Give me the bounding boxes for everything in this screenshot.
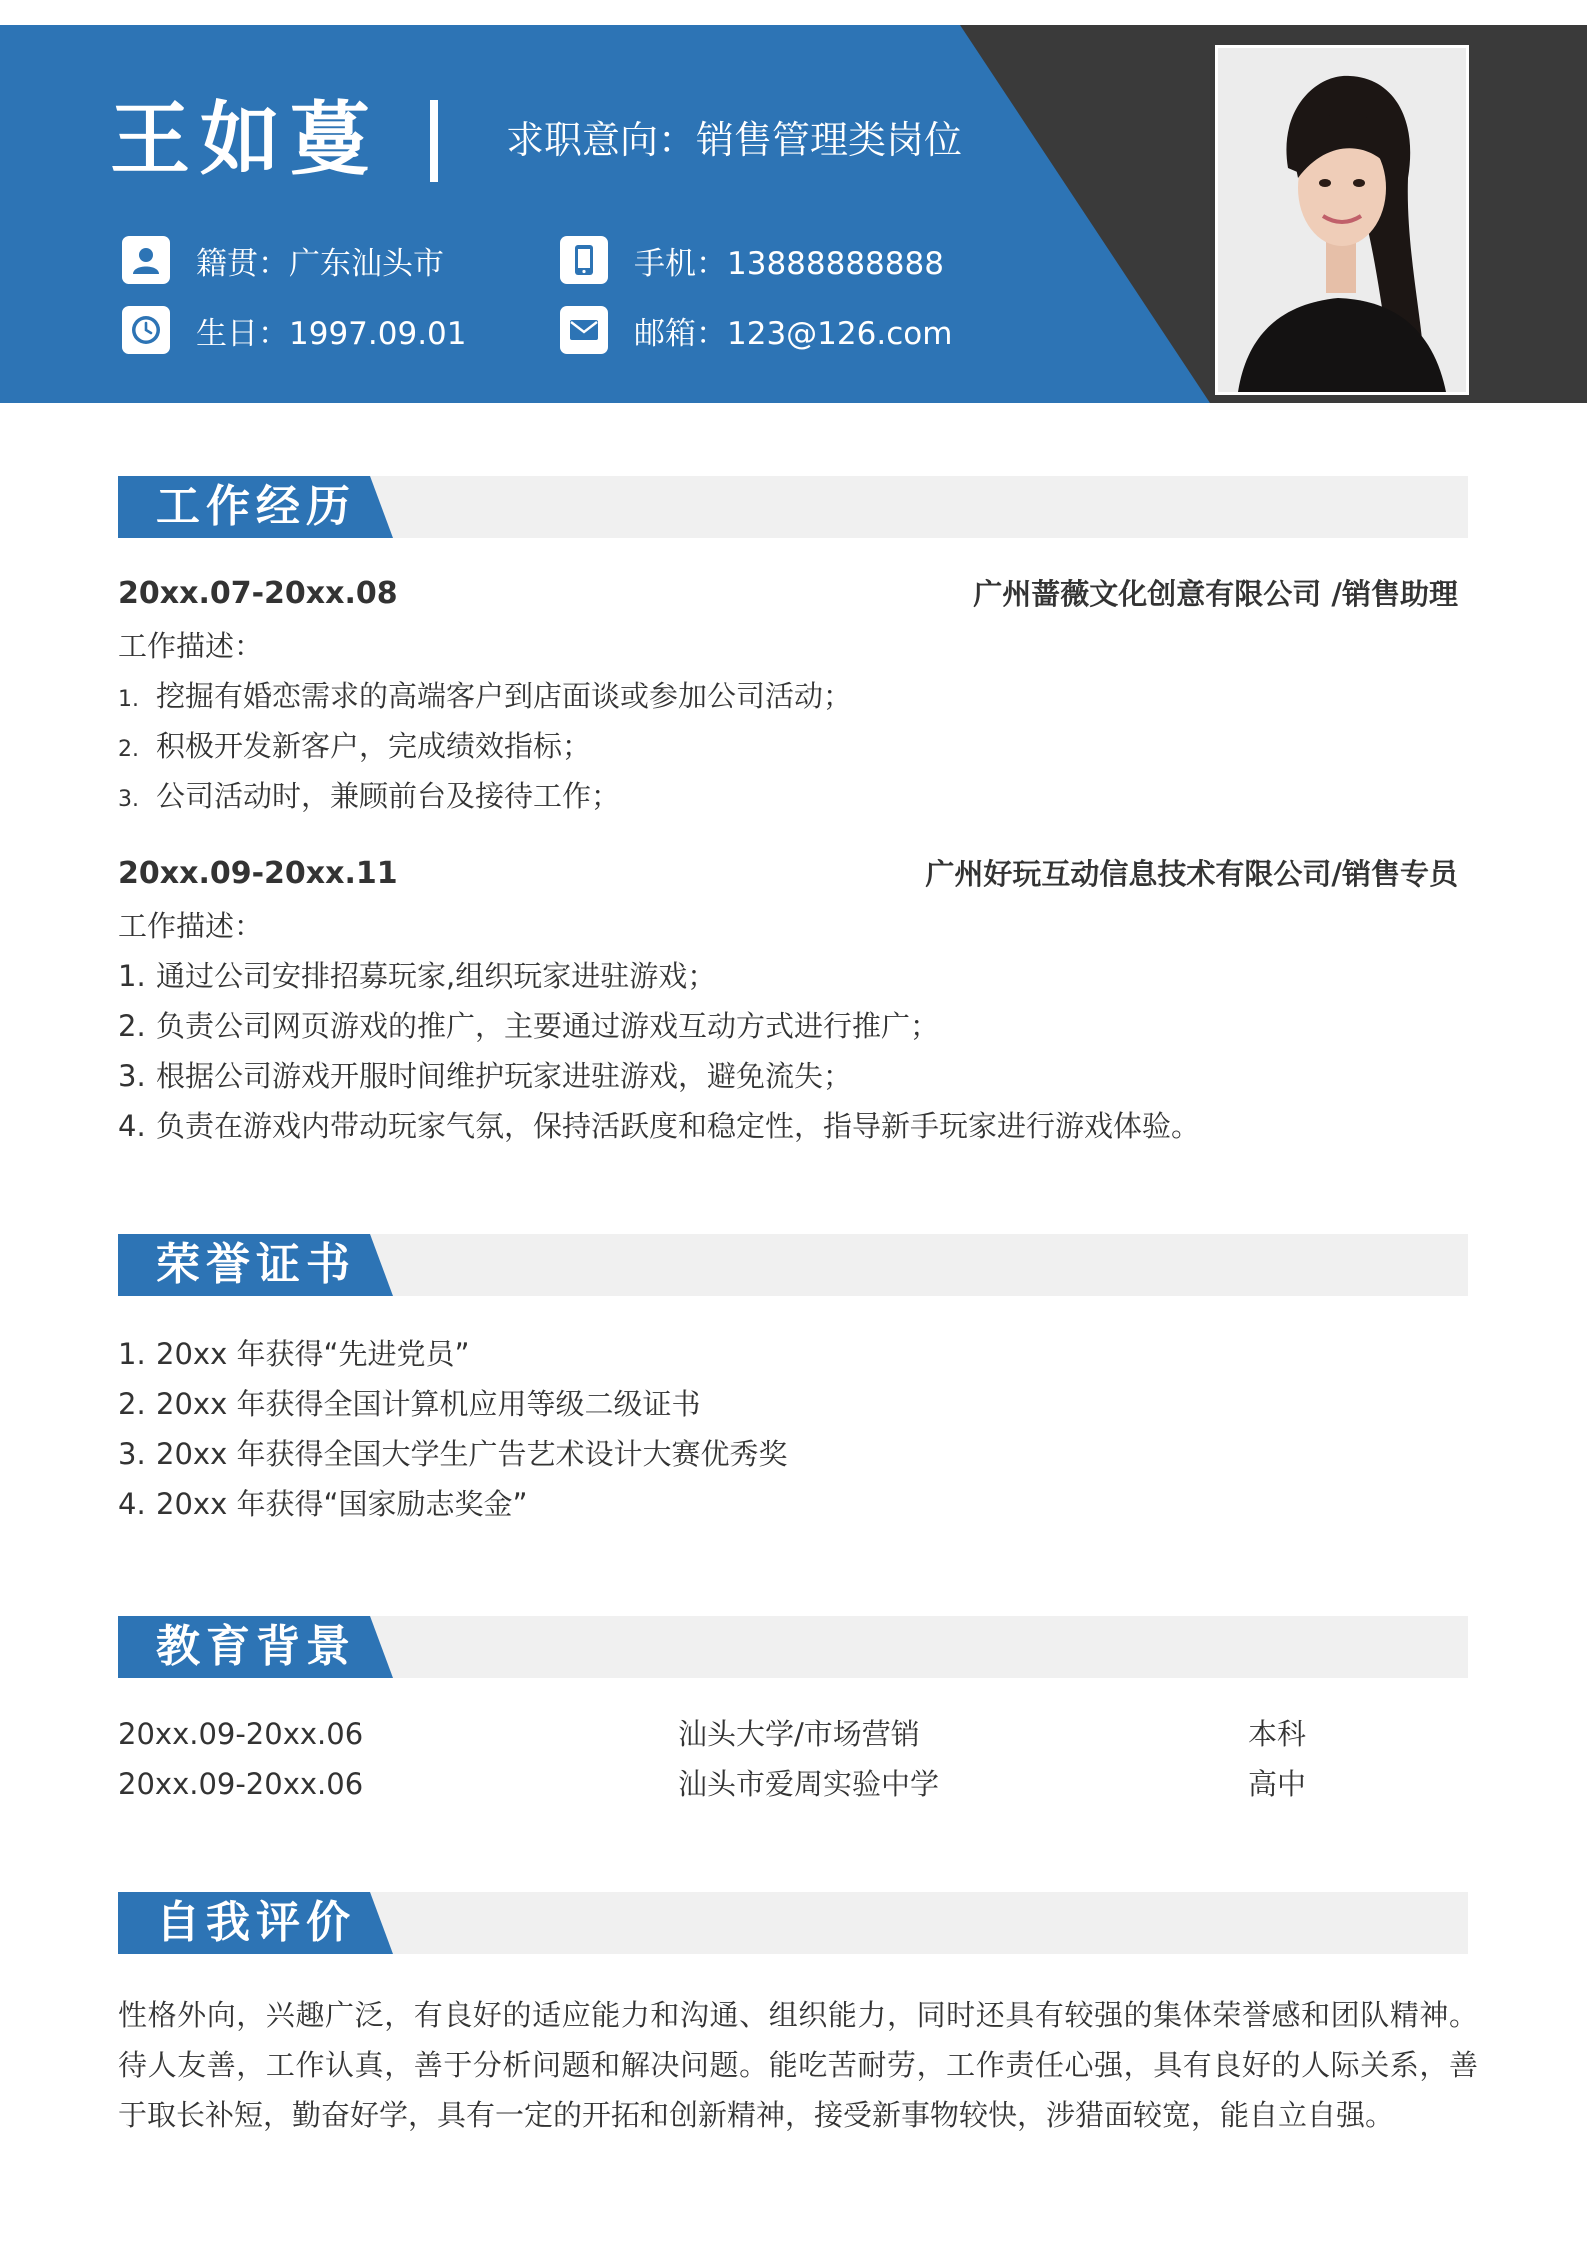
job-2-company: 广州好玩互动信息技术有限公司/销售专员 xyxy=(925,857,1458,891)
list-item: 2. 20xx 年获得全国计算机应用等级二级证书 xyxy=(118,1387,701,1421)
birthday-item xyxy=(122,305,467,355)
hometown-item xyxy=(122,235,444,285)
section-self-header xyxy=(118,1892,1468,1954)
education-row xyxy=(118,1762,1468,1806)
job-2-period: 20xx.09-20xx.11 xyxy=(118,856,398,891)
job-2-desc-label: 工作描述： xyxy=(118,909,264,943)
person-icon xyxy=(122,236,170,284)
phone-icon xyxy=(560,236,608,284)
list-item: 2. 负责公司网页游戏的推广，主要通过游戏互动方式进行推广； xyxy=(118,1009,940,1043)
name-divider xyxy=(430,100,438,182)
job-2-header xyxy=(118,852,1468,896)
section-honors-header xyxy=(118,1234,1468,1296)
job-1-header xyxy=(118,572,1468,616)
profile-photo xyxy=(1215,45,1469,395)
education-degree: 本科 xyxy=(1248,1717,1307,1751)
education-school: 汕头市爱周实验中学 xyxy=(678,1767,940,1801)
birthday-text: 生日：1997.09.01 xyxy=(196,315,467,352)
list-item: 4. 负责在游戏内带动玩家气氛，保持活跃度和稳定性，指导新手玩家进行游戏体验。 xyxy=(118,1109,1201,1143)
list-item: 1. 挖掘有婚恋需求的高端客户到店面谈或参加公司活动； xyxy=(118,679,853,713)
job-1-company: 广州蔷薇文化创意有限公司 /销售助理 xyxy=(973,577,1458,611)
job-1-desc-label: 工作描述： xyxy=(118,629,264,663)
section-education-title: 教育背景 xyxy=(156,1621,356,1672)
section-education-header xyxy=(118,1616,1468,1678)
email-text: 邮箱：123@126.com xyxy=(634,315,953,352)
section-honors-title: 荣誉证书 xyxy=(156,1239,356,1290)
mail-icon xyxy=(560,306,608,354)
education-degree: 高中 xyxy=(1248,1767,1307,1801)
list-item: 1. 20xx 年获得“先进党员” xyxy=(118,1337,470,1371)
hometown-text: 籍贯：广东汕头市 xyxy=(196,245,444,282)
education-row xyxy=(118,1712,1468,1756)
list-item: 3. 根据公司游戏开服时间维护玩家进驻游戏，避免流失； xyxy=(118,1059,853,1093)
self-evaluation-text: 性格外向，兴趣广泛，有良好的适应能力和沟通、组织能力，同时还具有较强的集体荣誉感和团队精神。待人友善，工作认真，善于分析问题和解决问题。能吃苦耐劳，工作责任心强，具有良好的人际关系，善于取长补短，勤奋好学，具有一定的开拓和创新精神，接受新事物较快，涉猎面较宽，能自立自强。 xyxy=(118,1998,1478,2132)
list-item: 4. 20xx 年获得“国家励志奖金” xyxy=(118,1487,528,1521)
candidate-name: 王如蔓 xyxy=(110,93,380,186)
list-item: 3. 公司活动时，兼顾前台及接待工作； xyxy=(118,779,621,813)
phone-item xyxy=(560,235,944,285)
phone-text: 手机：13888888888 xyxy=(634,245,944,282)
resume-header xyxy=(0,25,1587,403)
clock-icon xyxy=(122,306,170,354)
list-item: 1. 通过公司安排招募玩家,组织玩家进驻游戏； xyxy=(118,959,717,993)
job-intent: 求职意向：销售管理类岗位 xyxy=(506,118,963,162)
section-work-title: 工作经历 xyxy=(156,481,356,532)
email-item xyxy=(560,305,952,355)
education-period: 20xx.09-20xx.06 xyxy=(118,1717,364,1751)
list-item: 3. 20xx 年获得全国大学生广告艺术设计大赛优秀奖 xyxy=(118,1437,788,1471)
education-school: 汕头大学/市场营销 xyxy=(678,1717,920,1751)
list-item: 2. 积极开发新客户，完成绩效指标； xyxy=(118,729,592,763)
job-1-period: 20xx.07-20xx.08 xyxy=(118,576,398,611)
section-self-title: 自我评价 xyxy=(156,1897,356,1948)
section-work-header xyxy=(118,476,1468,538)
education-period: 20xx.09-20xx.06 xyxy=(118,1767,364,1801)
